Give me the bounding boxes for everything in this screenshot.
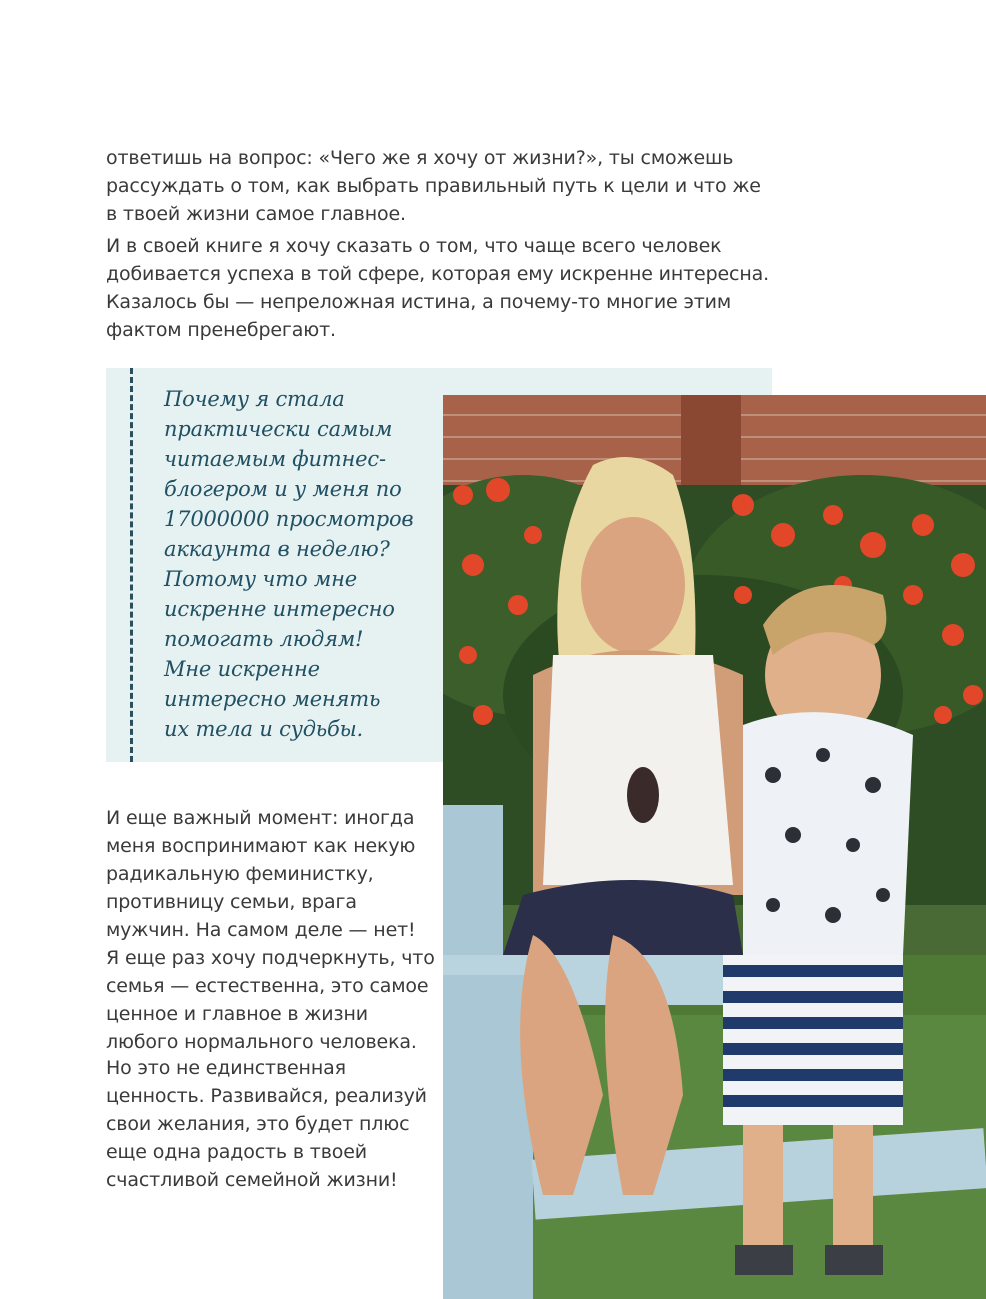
quote-line: помогать людям! [164,627,364,651]
quote-line: их тела и судьбы. [164,717,364,741]
pull-quote-dashed-rule [130,368,133,762]
second-paragraph [106,232,769,344]
quote-line: Потому что мне [164,567,357,591]
text-line: в твоей жизни самое главное. [106,203,406,225]
third-paragraph [106,804,435,1056]
text-line: любого нормального человека. [106,1031,417,1053]
photo-mother-and-son [443,395,986,1299]
text-line: Но это не единственная [106,1057,346,1079]
text-line: ценное и главное в жизни [106,1003,368,1025]
pull-quote [164,384,434,744]
text-line: семья — естественна, это самое [106,975,429,997]
quote-line: практически самым [164,417,393,441]
quote-line: читаемым фитнес- [164,447,386,471]
text-line: еще одна радость в твоей [106,1141,367,1163]
text-line: счастливой семейной жизни! [106,1169,398,1191]
quote-line: Почему я стала [164,387,345,411]
text-line: ценность. Развивайся, реализуй [106,1085,427,1107]
text-line: И еще важный момент: иногда [106,807,415,829]
quote-line: Мне искренне [164,657,320,681]
quote-line: блогером и у меня по [164,477,402,501]
quote-line: интересно менять [164,687,381,711]
intro-paragraph [106,144,761,228]
text-line: добивается успеха в той сфере, которая ему искренне интересна. [106,263,769,285]
text-line: противницу семьи, врага [106,891,357,913]
text-line: фактом пренебрегают. [106,319,336,341]
text-line: свои желания, это будет плюс [106,1113,410,1135]
text-line: ответишь на вопрос: «Чего же я хочу от жизни?», ты сможешь [106,147,734,169]
text-line: Я еще раз хочу подчеркнуть, что [106,947,435,969]
text-line: И в своей книге я хочу сказать о том, что чаще всего человек [106,235,722,257]
quote-line: искренне интересно [164,597,395,621]
fourth-paragraph [106,1054,427,1194]
quote-line: аккаунта в неделю? [164,537,390,561]
text-line: радикальную феминистку, [106,863,374,885]
quote-line: 17000000 просмотров [164,507,414,531]
text-line: меня воспринимают как некую [106,835,416,857]
text-line: рассуждать о том, как выбрать правильный путь к цели и что же [106,175,761,197]
text-line: Казалось бы — непреложная истина, а почему-то многие этим [106,291,732,313]
text-line: мужчин. На самом деле — нет! [106,919,416,941]
